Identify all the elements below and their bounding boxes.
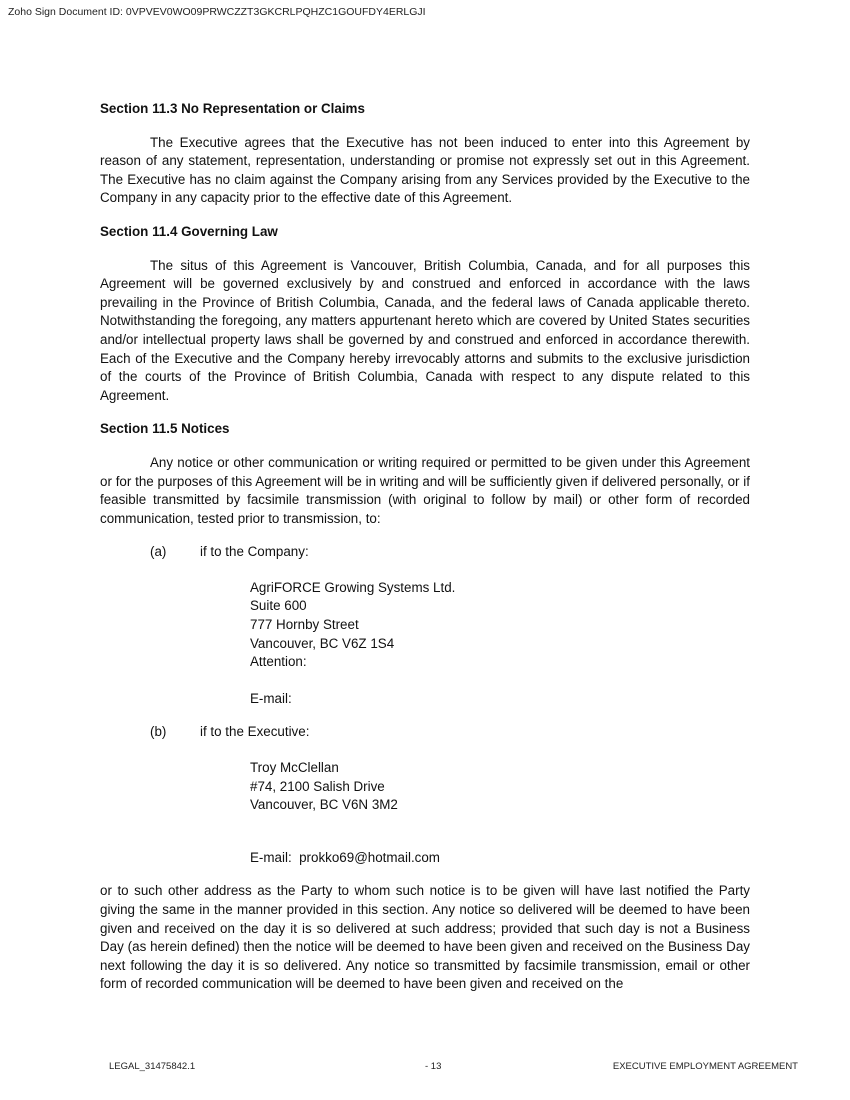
address-line: AgriFORCE Growing Systems Ltd. bbox=[250, 579, 456, 595]
address-line: Attention: bbox=[250, 654, 307, 670]
email-line: E-mail: prokko69@hotmail.com bbox=[250, 849, 440, 865]
notice-recipient-company bbox=[100, 543, 750, 708]
address-line: Suite 600 bbox=[250, 598, 307, 614]
section-heading: Section 11.5 Notices bbox=[100, 421, 230, 437]
notice-recipient-executive bbox=[100, 723, 750, 867]
closing-paragraph: or to such other address as the Party to whom such notice is to be given will have last notified the Party giving the same in the manner provided in this section. Any notice so delivered will be deemed to have been given and received on the day it is so delivered at such address; provided that such day is not a Business Day (as herein defined) then the notice will be deemed to have been given and received on the Business Day next following the day it is so delivered. Any notice so transmitted by facsimile transmission, email or other form of recorded communication will be deemed to have been given and received on the bbox=[100, 883, 750, 992]
notice-letter: (b) bbox=[150, 724, 167, 740]
notice-letter: (a) bbox=[150, 544, 167, 560]
address-line: 777 Hornby Street bbox=[250, 617, 359, 633]
section-paragraph: The situs of this Agreement is Vancouver, British Columbia, Canada, and for all purposes this Agreement will be governed exclusively by and construed and enforced in accordance with the laws prevailing in the Province of British Columbia, Canada, and the federal laws of Canada applicable thereto. Notwithstanding the foregoing, any matters appurtenant hereto which are covered by United States securities and/or intellectual property laws shall be governed by and construed and enforced in accordance therewith. Each of the Executive and the Company hereby irrevocably attorns and submits to the exclusive jurisdiction of the courts of the Province of British Columbia, Canada with respect to any dispute related to this Agreement. bbox=[100, 257, 750, 403]
section-heading: Section 11.4 Governing Law bbox=[100, 223, 278, 239]
address-line: Vancouver, BC V6Z 1S4 bbox=[250, 635, 395, 651]
footer-doc-title: EXECUTIVE EMPLOYMENT AGREEMENT bbox=[612, 1061, 798, 1072]
document-body bbox=[100, 100, 750, 1009]
address-line: Vancouver, BC V6N 3M2 bbox=[250, 797, 398, 813]
notice-label: if to the Executive: bbox=[200, 724, 310, 740]
address-line: #74, 2100 Salish Drive bbox=[250, 778, 385, 794]
address-block bbox=[250, 579, 750, 709]
document-id: Zoho Sign Document ID: 0VPVEV0WO09PRWCZZT3GKCRLPQHZC1GOUFDY4ERLGJI bbox=[8, 6, 426, 18]
section-heading: Section 11.3 No Representation or Claims bbox=[100, 101, 365, 116]
section-paragraph: Any notice or other communication or writing required or permitted to be given under this Agreement or for the purposes of this Agreement will be in writing and will be sufficiently given if delivered personally, or if feasible transmitted by facsimile transmission (with original to follow by mail) or other form of recorded communication, tested prior to transmission, to: bbox=[100, 454, 750, 526]
address-block bbox=[250, 759, 750, 867]
footer-doc-ref: LEGAL_31475842.1 bbox=[109, 1061, 196, 1072]
email-line: E-mail: bbox=[250, 690, 292, 706]
address-line: Troy McClellan bbox=[250, 760, 339, 776]
page-number: - 13 bbox=[425, 1061, 442, 1072]
section-paragraph: The Executive agrees that the Executive has not been induced to enter into this Agreement by reason of any statement, representation, understanding or promise not expressly set out in this Agreement. The Executive has no claim against the Company arising from any Services provided by the Executive to the Company in any capacity prior to the effective date of this Agreement. bbox=[100, 134, 750, 206]
notice-label: if to the Company: bbox=[200, 544, 309, 560]
